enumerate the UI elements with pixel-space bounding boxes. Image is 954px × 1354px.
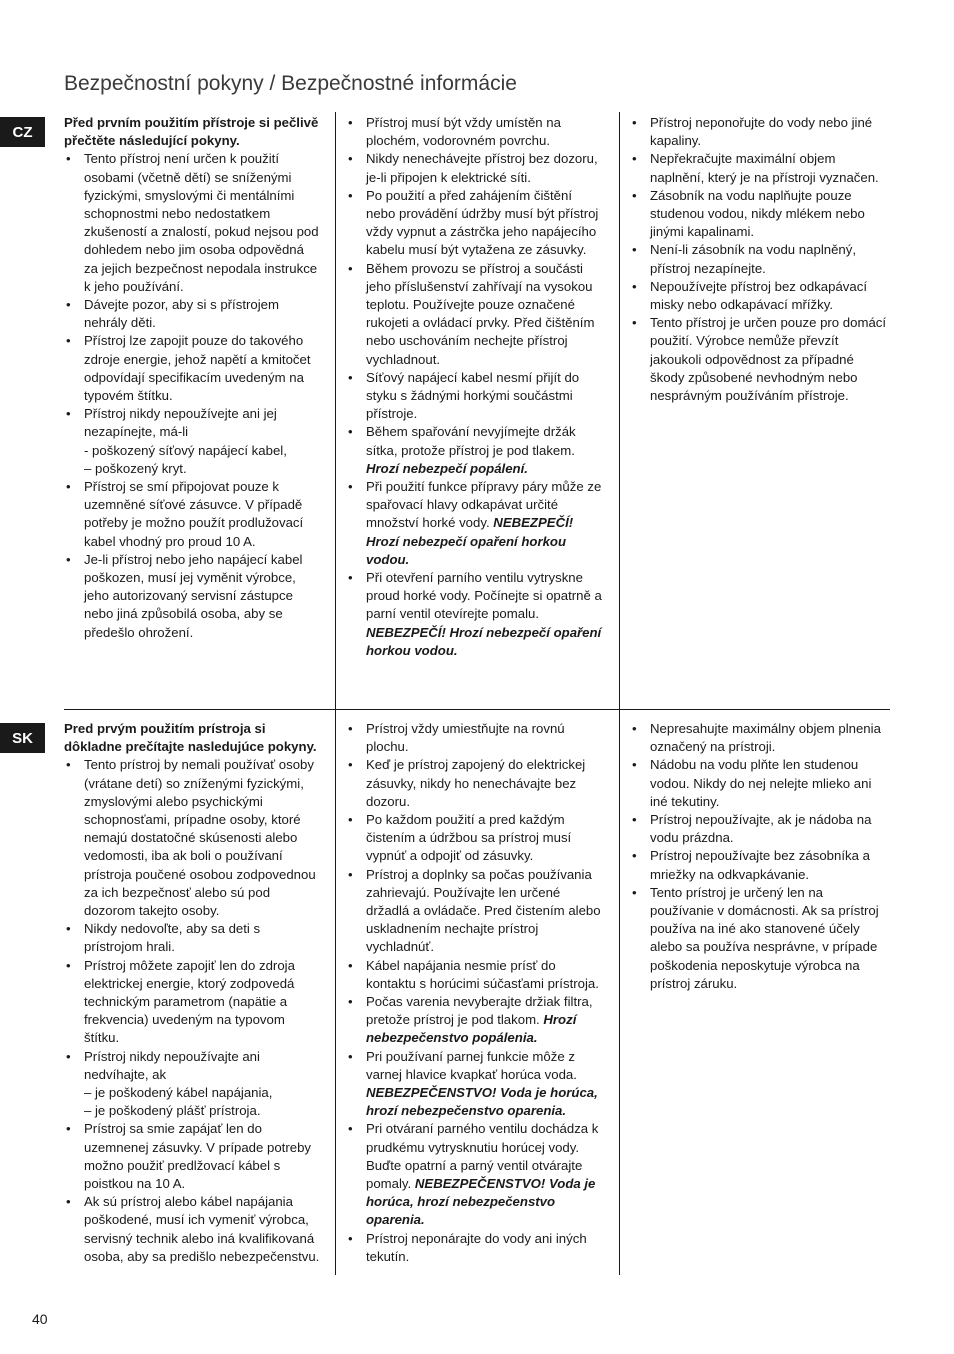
sk-column-1 bbox=[64, 720, 321, 1266]
list-item: • Tento prístroj by nemali používať osoby (vrátane detí) so zníženými fyzickými, zmyslovými alebo psychickými schopnosťami, prípadne osoby, ktoré nemajú dostatočné skúsenosti alebo vedomosti, iba ak boli o používaní prístroja poučené osobou zodpovednou za ich bezpečnosť alebo sú pod dozorom takejto osoby. bbox=[64, 756, 321, 920]
list-item: • Prístroj nepoužívajte, ak je nádoba na vodu prázdna. bbox=[630, 811, 888, 847]
column-divider bbox=[619, 710, 620, 1275]
list-item: • Prístroj a doplnky sa počas používania zahrievajú. Používajte len určené držadlá a ovládače. Pred čistením alebo uskladnením nechajte prístroj vychladnúť. bbox=[346, 866, 604, 957]
list-item: • Síťový napájecí kabel nesmí přijít do styku s žádnými horkými součástmi přístroje. bbox=[346, 369, 604, 424]
cz-intro: Před prvním použitím přístroje si pečlivě přečtěte následující pokyny. bbox=[64, 115, 319, 149]
list-item bbox=[346, 478, 604, 569]
list-item: • Prístroj vždy umiestňujte na rovnú plochu. bbox=[346, 720, 604, 756]
list-item: • Prístroj sa smie zapájať len do uzemnenej zásuvky. V prípade potreby možno použiť predlžovací kábel s poistkou na 10 A. bbox=[64, 1120, 321, 1193]
list-item bbox=[64, 405, 321, 478]
list-item bbox=[64, 1048, 321, 1121]
cz-column-2 bbox=[346, 114, 604, 660]
list-item: • Není-li zásobník na vodu naplněný, přístroj nezapínejte. bbox=[630, 241, 888, 277]
list-item-line: • Přístroj nikdy nepoužívejte ani jej nezapínejte, má-li bbox=[84, 406, 277, 440]
list-item: • Prístroj neponárajte do vody ani iných tekutín. bbox=[346, 1230, 604, 1266]
column-divider bbox=[619, 112, 620, 710]
list-item-subline: - poškozený síťový napájecí kabel, bbox=[84, 442, 287, 458]
list-item-text: Při použití funkce přípravy páry může ze spařovací hlavy odkapávat určité množství horké vody. bbox=[366, 479, 602, 531]
list-item: • Nikdy nedovoľte, aby sa deti s prístrojom hrali. bbox=[64, 920, 321, 956]
list-item-text: Pri otváraní parného ventilu dochádza k prudkému vytrysknutiu horúcej vody. Buďte opatrní a parný ventil otvárajte pomaly. bbox=[366, 1121, 599, 1192]
list-item: • Během provozu se přístroj a součásti jeho příslušenství zahřívají na vysokou teplotu. Používejte pouze označené rukojeti a ovládací prvky. Před čištěním nebo uschováním nechejte přístroj vychladnout. bbox=[346, 260, 604, 369]
list-item: • Nikdy nenechávejte přístroj bez dozoru, je-li připojen k elektrické síti. bbox=[346, 150, 604, 186]
cz-list-1 bbox=[64, 150, 321, 641]
list-item: • Ak sú prístroj alebo kábel napájania poškodené, musí ich vymeniť výrobca, servisný technik alebo iná kvalifikovaná osoba, aby sa predišlo nebezpečenstvu. bbox=[64, 1193, 321, 1266]
list-item: • Po každom použití a pred každým čistením a údržbou sa prístroj musí vypnúť a odpojiť od zásuvky. bbox=[346, 811, 604, 866]
section-divider bbox=[64, 709, 890, 710]
list-item: • Prístroj nepoužívajte bez zásobníka a mriežky na odkvapkávanie. bbox=[630, 847, 888, 883]
list-item bbox=[346, 993, 604, 1048]
cz-list-2 bbox=[346, 114, 604, 660]
warning-text: Hrozí nebezpečí popálení. bbox=[366, 460, 528, 476]
list-item-text: Během spařování nevyjímejte držák sítka, protože přístroj je pod tlakem. bbox=[366, 424, 576, 458]
list-item-text: Při otevření parního ventilu vytryskne proud horké vody. Počínejte si opatrně a parní ventil otevírejte pomalu. bbox=[366, 570, 602, 622]
list-item: • Tento prístroj je určený len na používanie v domácnosti. Ak sa prístroj používa na iné ako stanovené účely alebo sa používa nesprávne, v prípade poškodenia neposkytuje výrobca na prístroj záruku. bbox=[630, 884, 888, 993]
sk-list-1 bbox=[64, 756, 321, 1266]
list-item: • Přístroj neponořujte do vody nebo jiné kapaliny. bbox=[630, 114, 888, 150]
list-item-line: • Prístroj nikdy nepoužívajte ani nedvíhajte, ak bbox=[84, 1048, 260, 1082]
list-item: • Nepoužívejte přístroj bez odkapávací misky nebo odkapávací mřížky. bbox=[630, 278, 888, 314]
cz-list-3 bbox=[630, 114, 888, 405]
warning-text: Hrozí nebezpečenstvo popálenia. bbox=[366, 1012, 577, 1046]
list-item bbox=[346, 1048, 604, 1121]
page-title: Bezpečnostní pokyny / Bezpečnostné informácie bbox=[64, 72, 517, 95]
sk-column-3 bbox=[630, 720, 888, 993]
list-item: • Přístroj se smí připojovat pouze k uzemněné síťové zásuvce. V případě potřeby je možno použít prodlužovací kabel vhodný pro proud 10 A. bbox=[64, 478, 321, 551]
warning-text: NEBEZPEČENSTVO! Voda je horúca, hrozí nebezpečenstvo oparenia. bbox=[366, 1176, 596, 1228]
lang-tab-cz: CZ bbox=[0, 117, 45, 147]
column-divider bbox=[335, 710, 336, 1275]
list-item: • Přístroj musí být vždy umístěn na plochém, vodorovném povrchu. bbox=[346, 114, 604, 150]
sk-intro: Pred prvým použitím prístroja si dôkladne prečítajte nasledujúce pokyny. bbox=[64, 721, 317, 755]
list-item: • Přístroj lze zapojit pouze do takového zdroje energie, jehož napětí a kmitočet odpovídají specifikacím uvedeným na typovém štítku. bbox=[64, 332, 321, 405]
list-item-subline: – je poškodený plášť prístroja. bbox=[84, 1103, 261, 1119]
list-item bbox=[346, 1120, 604, 1229]
warning-text: NEBEZPEČENSTVO! Voda je horúca, hrozí nebezpečenstvo oparenia. bbox=[366, 1085, 598, 1119]
sk-list-3 bbox=[630, 720, 888, 993]
lang-tab-sk: SK bbox=[0, 723, 45, 753]
cz-column-1 bbox=[64, 114, 321, 642]
list-item-subline: – poškozený kryt. bbox=[84, 460, 187, 476]
list-item: • Nepresahujte maximálny objem plnenia označený na prístroji. bbox=[630, 720, 888, 756]
warning-text: NEBEZPEČÍ! Hrozí nebezpečí opaření horkou vodou. bbox=[366, 624, 602, 658]
list-item-subline: – je poškodený kábel napájania, bbox=[84, 1085, 273, 1101]
list-item-text: Pri používaní parnej funkcie môže z varnej hlavice kvapkať horúca voda. bbox=[366, 1048, 577, 1082]
list-item: • Zásobník na vodu naplňujte pouze studenou vodou, nikdy mlékem nebo jinými kapalinami. bbox=[630, 187, 888, 242]
list-item: • Nádobu na vodu plňte len studenou vodou. Nikdy do nej nelejte mlieko ani iné tekutiny. bbox=[630, 756, 888, 811]
list-item: • Tento přístroj je určen pouze pro domácí použití. Výrobce nemůže převzít jakoukoli odpovědnost za případné škody způsobené nevhodným nebo nesprávným používáním přístroje. bbox=[630, 314, 888, 405]
list-item: • Je-li přístroj nebo jeho napájecí kabel poškozen, musí jej vyměnit výrobce, jeho autorizovaný servisní zástupce nebo jiná způsobilá osoba, aby se předešlo ohrožení. bbox=[64, 551, 321, 642]
warning-text: NEBEZPEČÍ! Hrozí nebezpečí opaření horkou vodou. bbox=[366, 515, 574, 567]
list-item: • Nepřekračujte maximální objem naplnění, který je na přístroji vyznačen. bbox=[630, 150, 888, 186]
list-item: • Po použití a před zahájením čištění nebo provádění údržby musí být přístroj vždy vypnut a zástrčka jeho napájecího kabelu musí být vytažena ze zásuvky. bbox=[346, 187, 604, 260]
column-divider bbox=[335, 112, 336, 710]
list-item-text: Počas varenia nevyberajte držiak filtra, pretože prístroj je pod tlakom. bbox=[366, 994, 593, 1028]
list-item: • Keď je prístroj zapojený do elektrickej zásuvky, nikdy ho nenechávajte bez dozoru. bbox=[346, 756, 604, 811]
page-number: 40 bbox=[32, 1311, 48, 1327]
sk-list-2 bbox=[346, 720, 604, 1266]
list-item: • Tento přístroj není určen k použití osobami (včetně dětí) se sníženými fyzickými, smyslovými či mentálními schopnostmi nebo nedostatkem zkušeností a znalostí, pokud nejsou pod dohledem nebo jim osoba odpovědná za jejich bezpečnost nepodala instrukce k jeho používání. bbox=[64, 150, 321, 296]
list-item bbox=[346, 569, 604, 660]
sk-column-2 bbox=[346, 720, 604, 1266]
list-item: • Dávejte pozor, aby si s přístrojem nehrály děti. bbox=[64, 296, 321, 332]
list-item bbox=[346, 423, 604, 478]
list-item: • Prístroj môžete zapojiť len do zdroja elektrickej energie, ktorý zodpovedá technickým parametrom (napätie a frekvencia) uvedeným na typovom štítku. bbox=[64, 957, 321, 1048]
list-item: • Kábel napájania nesmie prísť do kontaktu s horúcimi súčasťami prístroja. bbox=[346, 957, 604, 993]
cz-column-3 bbox=[630, 114, 888, 405]
